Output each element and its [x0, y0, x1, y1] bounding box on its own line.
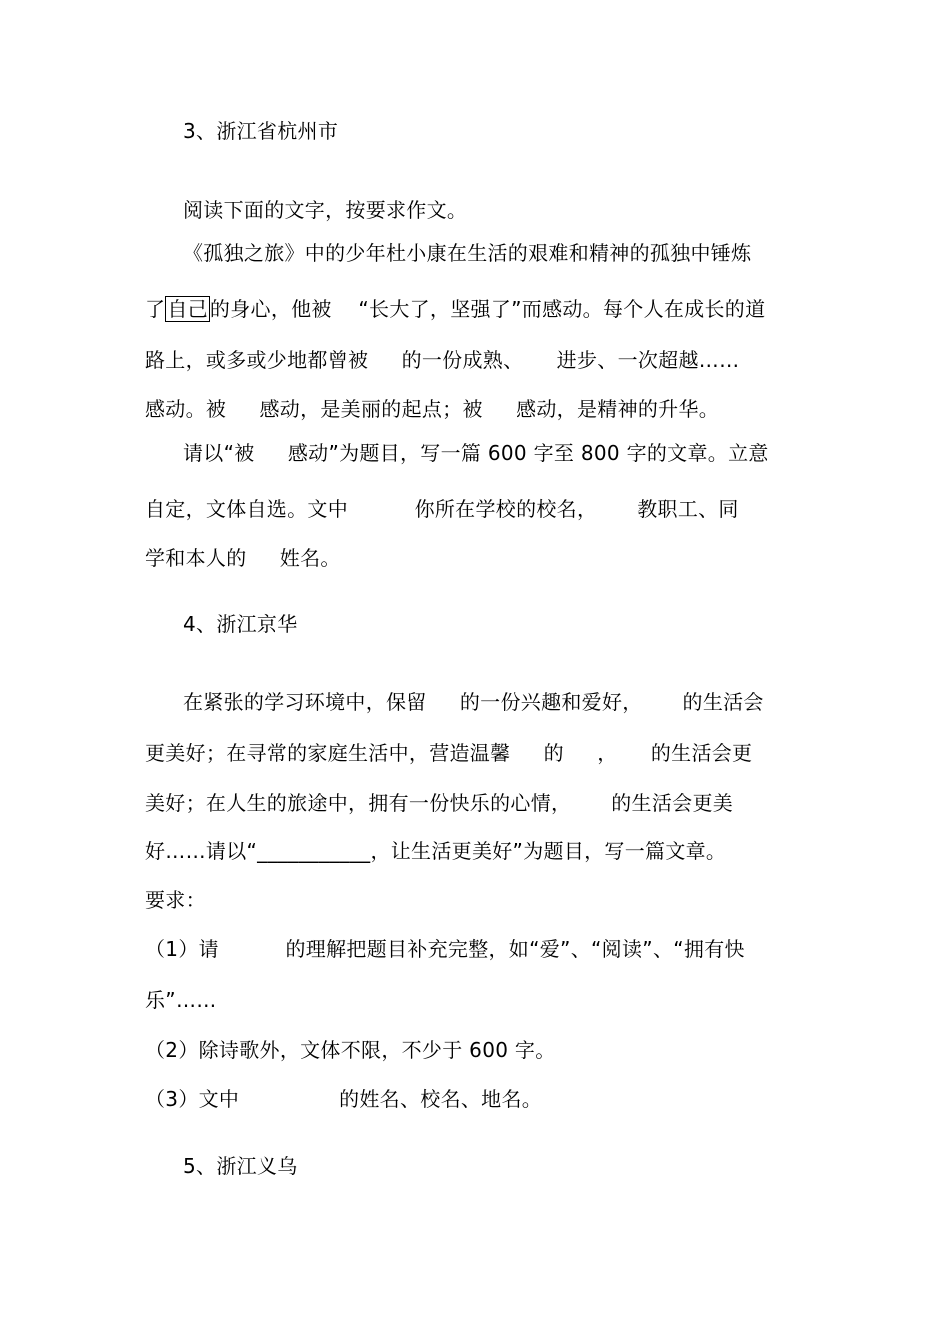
paragraph-line: （2）除诗歌外，文体不限，不少于 600 字。 — [145, 1038, 556, 1062]
text-segment: 了 — [145, 297, 166, 321]
paragraph-line: 《孤独之旅》中的少年杜小康在生活的艰难和精神的孤独中锤炼 — [183, 241, 752, 265]
paragraph-line: 学和本人的 姓名。 — [145, 546, 341, 570]
paragraph-line: 自定，文体自选。文中 你所在学校的校名， 教职工、同 — [145, 497, 739, 521]
paragraph-line: 美好；在人生的旅途中，拥有一份快乐的心情， 的生活会更美 — [145, 791, 734, 815]
paragraph-line: 在紧张的学习环境中，保留 的一份兴趣和爱好， 的生活会 — [183, 690, 764, 714]
boxed-word: 自己 — [167, 297, 208, 321]
paragraph-line: 感动。被 感动，是美丽的起点；被 感动，是精神的升华。 — [145, 397, 720, 421]
section-heading-3: 3、浙江省杭州市 — [183, 119, 339, 143]
paragraph-line: （3）文中 的姓名、校名、地名。 — [145, 1087, 543, 1111]
paragraph-line: 要求： — [145, 888, 206, 912]
paragraph-line: 路上，或多或少地都曾被 的一份成熟、 进步、一次超越…… — [145, 348, 740, 372]
paragraph-line: 请以“被 感动”为题目，写一篇 600 字至 800 字的文章。立意 — [183, 441, 769, 465]
section-heading-5: 5、浙江义乌 — [183, 1154, 298, 1178]
paragraph-line: 更美好；在寻常的家庭生活中，营造温馨 的 ， 的生活会更 — [145, 741, 753, 765]
paragraph-line: 好……请以“___________，让生活更美好”为题目，写一篇文章。 — [145, 839, 727, 863]
section-heading-4: 4、浙江京华 — [183, 612, 298, 636]
paragraph-line: （1）请 的理解把题目补充完整，如“爱”、“阅读”、“拥有快 — [145, 937, 745, 961]
paragraph-line: 阅读下面的文字，按要求作文。 — [183, 198, 468, 222]
paragraph-line: 乐”…… — [145, 988, 217, 1012]
text-segment: 的身心，他被 “长大了，坚强了”而感动。每个人在成长的道 — [209, 297, 766, 321]
paragraph-line — [145, 296, 765, 322]
